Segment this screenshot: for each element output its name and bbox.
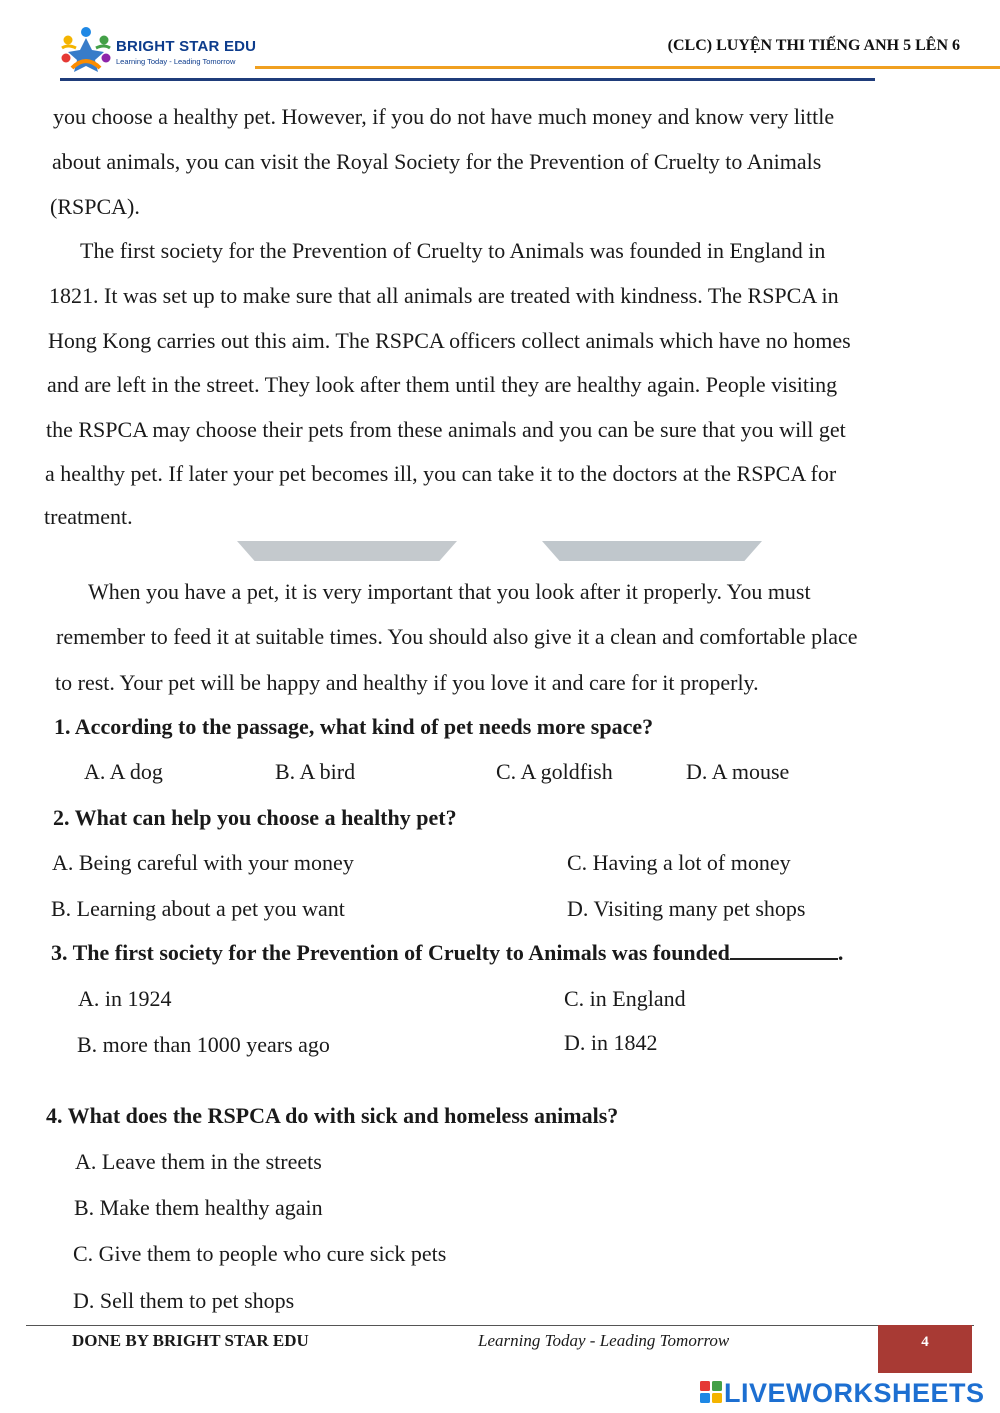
passage-line: 1821. It was set up to make sure that all animals are treated with kindness. The RSPCA in	[49, 283, 839, 308]
question-3-text: 3. The first society for the Prevention of Cruelty to Animals was founded	[51, 940, 730, 965]
q1-option-a[interactable]: A. A dog	[84, 759, 163, 784]
q2-option-c[interactable]: C. Having a lot of money	[567, 850, 791, 875]
question-3	[51, 940, 843, 966]
header-divider-orange	[255, 66, 1000, 69]
passage-line: a healthy pet. If later your pet becomes ill, you can take it to the doctors at the RSPCA for	[45, 461, 837, 486]
passage-line: you choose a healthy pet. However, if you do not have much money and know very little	[53, 104, 835, 129]
q4-option-d[interactable]: D. Sell them to pet shops	[73, 1288, 295, 1313]
q2-option-d[interactable]: D. Visiting many pet shops	[567, 896, 806, 921]
header-divider-navy	[60, 78, 875, 81]
passage-line: (RSPCA).	[50, 194, 140, 219]
q1-option-c[interactable]: C. A goldfish	[496, 759, 613, 784]
decorative-banner-left	[237, 541, 457, 561]
passage-line: the RSPCA may choose their pets from these animals and you can be sure that you will get	[46, 417, 846, 442]
question-4: 4. What does the RSPCA do with sick and homeless animals?	[46, 1103, 619, 1128]
q2-option-a[interactable]: A. Being careful with your money	[52, 850, 354, 875]
passage-line: Hong Kong carries out this aim. The RSPCA officers collect animals which have no homes	[48, 328, 851, 353]
q4-option-b[interactable]: B. Make them healthy again	[74, 1195, 323, 1220]
q1-option-b[interactable]: B. A bird	[275, 759, 356, 784]
q3-option-d[interactable]: D. in 1842	[564, 1030, 658, 1055]
q3-option-a[interactable]: A. in 1924	[78, 986, 172, 1011]
liveworksheets-logo-icon	[700, 1381, 722, 1403]
passage-line: and are left in the street. They look after them until they are healthy again. People visiting	[47, 372, 838, 397]
question-3-end: .	[837, 940, 844, 965]
passage-line: about animals, you can visit the Royal Society for the Prevention of Cruelty to Animals	[52, 149, 822, 174]
page-number: 4	[878, 1325, 972, 1373]
watermark-text: LIVEWORKSHEETS	[724, 1378, 985, 1408]
star-people-logo-icon	[58, 24, 114, 80]
passage-line: treatment.	[44, 504, 133, 529]
q2-option-b[interactable]: B. Learning about a pet you want	[51, 896, 345, 921]
footer-divider	[26, 1325, 974, 1326]
q4-option-c[interactable]: C. Give them to people who cure sick pets	[73, 1241, 447, 1266]
q3-option-b[interactable]: B. more than 1000 years ago	[77, 1032, 330, 1057]
q4-option-a[interactable]: A. Leave them in the streets	[75, 1149, 322, 1174]
passage-line: to rest. Your pet will be happy and healthy if you love it and care for it properly.	[55, 670, 759, 695]
page-title: (CLC) LUYỆN THI TIẾNG ANH 5 LÊN 6	[667, 37, 960, 54]
brand-name: BRIGHT STAR EDU	[116, 38, 257, 55]
passage-line: remember to feed it at suitable times. You should also give it a clean and comfortable place	[56, 624, 858, 649]
decorative-banner-right	[542, 541, 762, 561]
question-1: 1. According to the passage, what kind of pet needs more space?	[54, 714, 654, 739]
q1-option-d[interactable]: D. A mouse	[686, 759, 790, 784]
passage-line: The first society for the Prevention of Cruelty to Animals was founded in England in	[80, 238, 826, 263]
brand-tagline: Learning Today - Leading Tomorrow	[116, 57, 236, 66]
footer-credit: DONE BY BRIGHT STAR EDU	[72, 1331, 309, 1350]
footer-slogan: Learning Today - Leading Tomorrow	[478, 1331, 730, 1350]
answer-blank[interactable]	[730, 940, 838, 960]
brand-logo	[58, 24, 258, 82]
passage-line: When you have a pet, it is very important that you look after it properly. You must	[88, 579, 811, 604]
q3-option-c[interactable]: C. in England	[564, 986, 686, 1011]
question-2: 2. What can help you choose a healthy pet?	[53, 805, 457, 830]
